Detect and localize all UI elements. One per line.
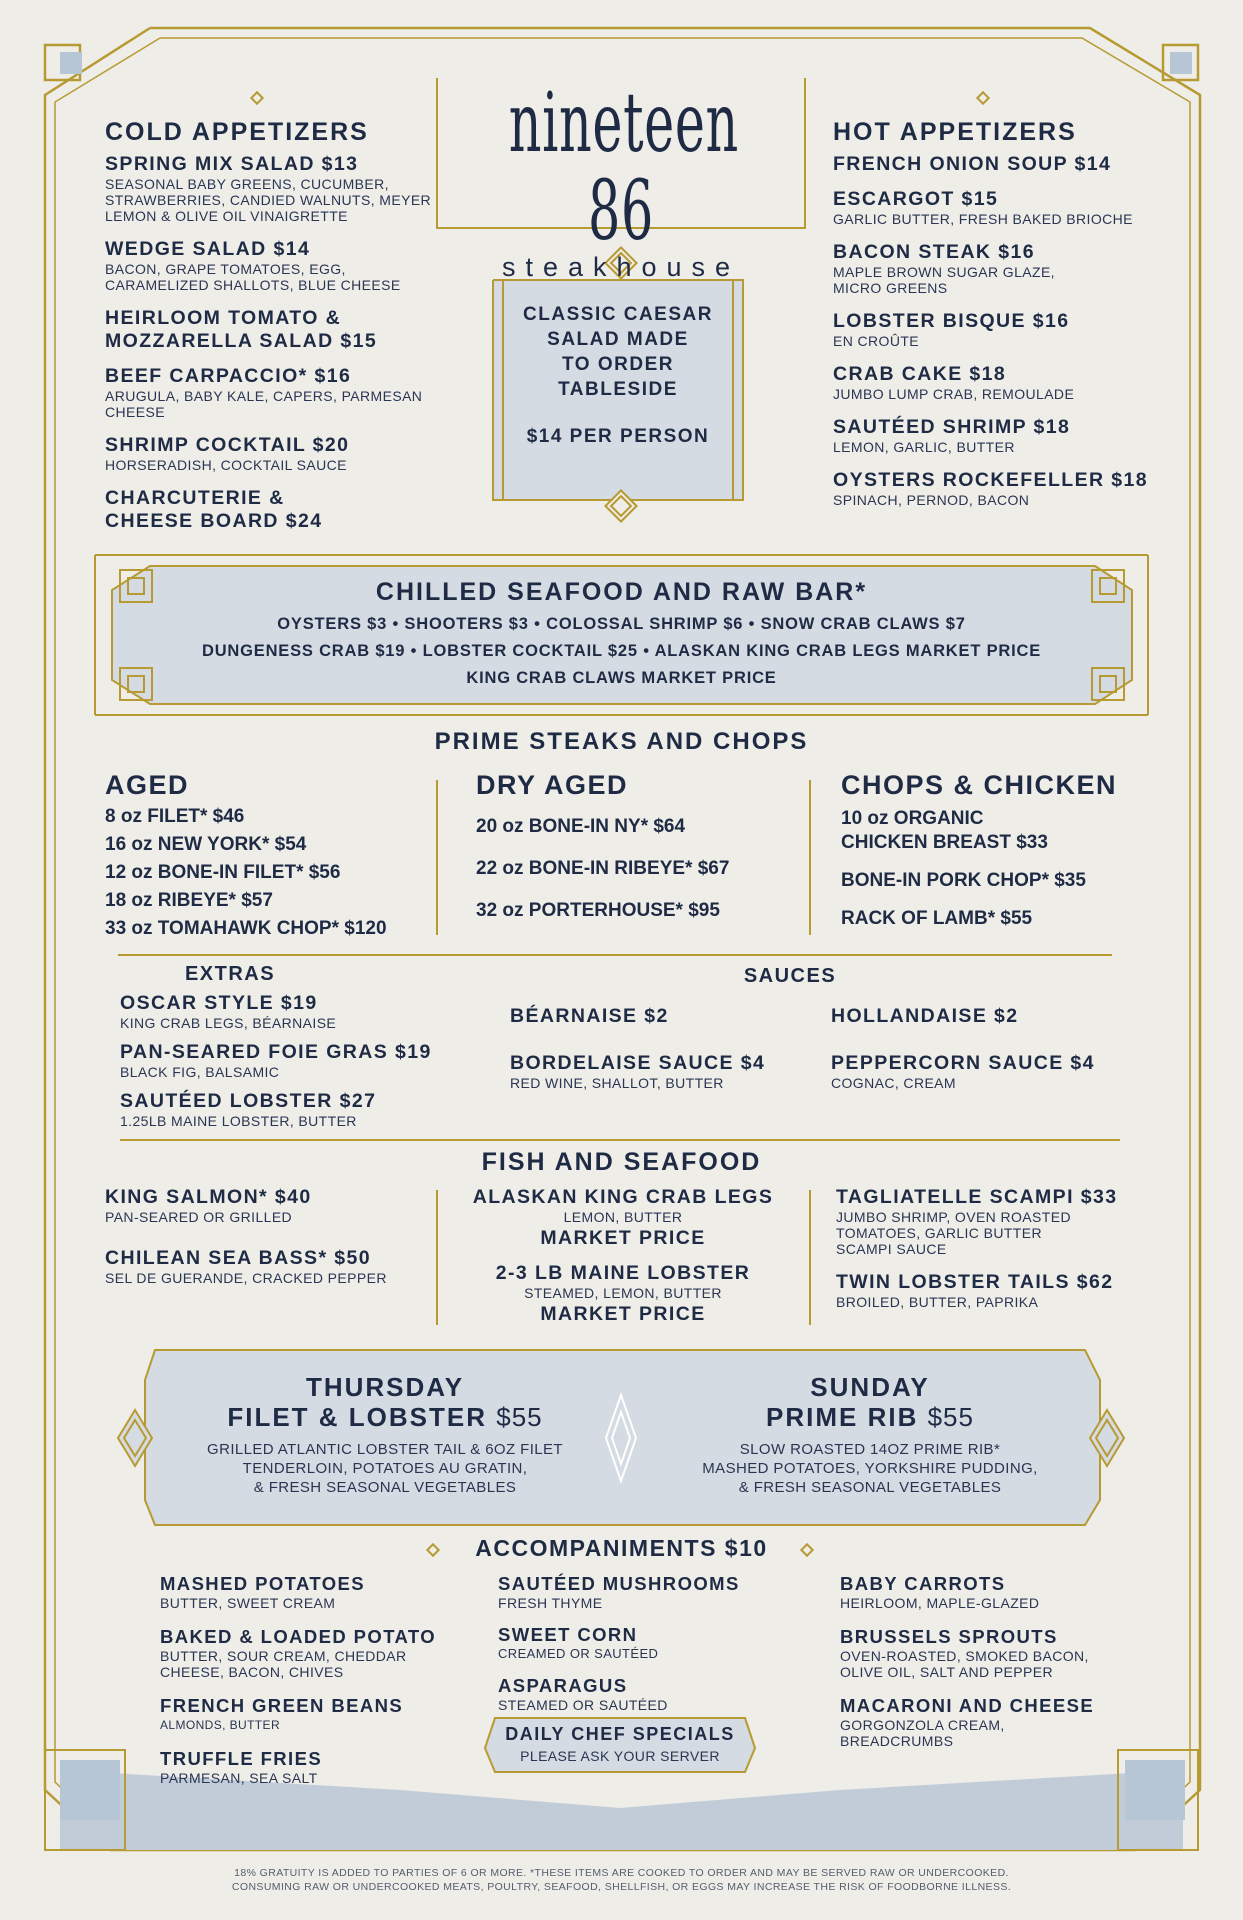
item-name: CRAB CAKE $18: [833, 363, 1007, 385]
list-item: [447, 1186, 799, 1250]
item-desc: JUMBO LUMP CRAB, REMOULADE: [833, 386, 1075, 402]
list-item: [160, 1625, 460, 1680]
list-item: [833, 188, 1183, 227]
item-name: TWIN LOBSTER TAILS $62: [836, 1271, 1114, 1293]
item-desc: BROILED, BUTTER, PAPRIKA: [836, 1294, 1039, 1310]
list-item: [836, 1271, 1176, 1310]
item-desc: SEL DE GUERANDE, CRACKED PEPPER: [105, 1270, 387, 1286]
special-desc: TENDERLOIN, POTATOES AU GRATIN,: [242, 1460, 528, 1477]
item-desc: STEAMED OR SAUTÉED: [498, 1697, 668, 1713]
item-desc: ARUGULA, BABY KALE, CAPERS, PARMESAN CHEESE: [105, 388, 423, 420]
fish-left: [105, 1186, 425, 1286]
item-desc: SEASONAL BABY GREENS, CUCUMBER, STRAWBERRIES, CANDIED WALNUTS, MEYER LEMON & OLIVE OIL VINAIGRETTE: [105, 176, 432, 224]
item-desc: BUTTER, SOUR CREAM, CHEDDAR CHEESE, BACON, CHIVES: [160, 1648, 407, 1680]
fish-right: [836, 1186, 1176, 1310]
item-desc: SPINACH, PERNOD, BACON: [833, 492, 1030, 508]
item-desc: OVEN-ROASTED, SMOKED BACON, OLIVE OIL, SALT AND PEPPER: [840, 1648, 1089, 1680]
steak-item: 16 oz NEW YORK* $54: [105, 834, 307, 855]
list-item: [105, 434, 435, 473]
item-price: MARKET PRICE: [540, 1303, 706, 1325]
item-name: HEIRLOOM TOMATO & MOZZARELLA SALAD $15: [105, 307, 378, 352]
special-name: FILET & LOBSTER: [227, 1402, 488, 1432]
raw-bar-title: CHILLED SEAFOOD AND RAW BAR*: [375, 578, 868, 606]
steak-item: 10 oz ORGANIC: [841, 808, 984, 829]
item-desc: JUMBO SHRIMP, OVEN ROASTED TOMATOES, GARLIC BUTTER SCAMPI SAUCE: [836, 1209, 1071, 1257]
list-item: [105, 365, 435, 420]
item-name: SAUTÉED LOBSTER $27: [120, 1090, 377, 1112]
item-name: MASHED POTATOES: [160, 1573, 365, 1594]
list-item: [498, 1674, 758, 1713]
steak-item: 12 oz BONE-IN FILET* $56: [105, 862, 341, 883]
item-name: 2-3 LB MAINE LOBSTER: [495, 1262, 751, 1284]
item-desc: MAPLE BROWN SUGAR GLAZE, MICRO GREENS: [833, 264, 1055, 296]
list-item: [160, 1694, 460, 1733]
steak-item: 18 oz RIBEYE* $57: [105, 890, 273, 911]
item-name: PAN-SEARED FOIE GRAS $19: [120, 1041, 432, 1063]
list-item: [831, 1052, 1151, 1091]
hot-title: HOT APPETIZERS: [833, 118, 1077, 146]
item-name: SAUTÉED MUSHROOMS: [498, 1573, 740, 1594]
item-name: CHILEAN SEA BASS* $50: [105, 1247, 371, 1269]
special-day: THURSDAY: [305, 1372, 465, 1402]
chops-column: [841, 770, 1171, 933]
footer-disclaimer: [40, 1866, 1203, 1894]
item-name: FRENCH ONION SOUP $14: [833, 153, 1112, 175]
list-item: [105, 153, 435, 224]
item-name: FRENCH GREEN BEANS: [160, 1695, 404, 1716]
item-name: ESCARGOT $15: [833, 188, 999, 210]
logo: [440, 76, 802, 283]
item-name: CHARCUTERIE & CHEESE BOARD $24: [105, 487, 323, 532]
special-name: PRIME RIB: [766, 1402, 919, 1432]
item-name: SWEET CORN: [498, 1624, 638, 1645]
acc-col-2: [498, 1572, 758, 1713]
item-name: ALASKAN KING CRAB LEGS: [472, 1186, 774, 1208]
steak-item: RACK OF LAMB* $55: [841, 908, 1033, 929]
item-name: MACARONI AND CHEESE: [840, 1695, 1095, 1716]
item-desc: HORSERADISH, COCKTAIL SAUCE: [105, 457, 347, 473]
item-name: HOLLANDAISE $2: [831, 1005, 1019, 1027]
chef-specials-sub: PLEASE ASK YOUR SERVER: [520, 1748, 720, 1764]
item-desc: EN CROÛTE: [833, 333, 920, 349]
list-item: [833, 469, 1183, 508]
item-desc: FRESH THYME: [498, 1595, 603, 1611]
steak-item: 22 oz BONE-IN RIBEYE* $67: [476, 858, 730, 879]
list-item: [833, 416, 1183, 455]
item-name: BÉARNAISE $2: [510, 1005, 669, 1027]
caesar-line: TABLESIDE: [558, 379, 678, 400]
list-item: [105, 238, 435, 293]
raw-bar-line: DUNGENESS CRAB $19 • LOBSTER COCKTAIL $25 • ALASKAN KING CRAB LEGS MARKET PRICE: [201, 642, 1042, 660]
cold-appetizers: [105, 118, 435, 533]
aged-column: [105, 770, 435, 943]
list-item: [833, 310, 1183, 349]
caesar-line: SALAD MADE: [547, 329, 689, 350]
list-item: [498, 1623, 758, 1662]
extras: [120, 963, 480, 1129]
item-name: SPRING MIX SALAD $13: [105, 153, 359, 175]
acc-col-3: [840, 1572, 1140, 1749]
list-item: [105, 1247, 425, 1286]
accompaniments-title: ACCOMPANIMENTS $10: [475, 1535, 768, 1561]
list-item: [120, 992, 480, 1031]
chops-title: CHOPS & CHICKEN: [841, 770, 1118, 800]
steak-item: 20 oz BONE-IN NY* $64: [476, 816, 686, 837]
item-desc: 1.25LB MAINE LOBSTER, BUTTER: [120, 1113, 357, 1129]
list-item: [447, 1262, 799, 1326]
special-desc: GRILLED ATLANTIC LOBSTER TAIL & 6OZ FILET: [207, 1441, 563, 1458]
item-name: KING SALMON* $40: [105, 1186, 312, 1208]
item-desc: BLACK FIG, BALSAMIC: [120, 1064, 280, 1080]
steaks-title: PRIME STEAKS AND CHOPS: [434, 728, 809, 755]
fish-mid: [447, 1186, 799, 1326]
aged-title: AGED: [105, 770, 190, 800]
item-desc: BACON, GRAPE TOMATOES, EGG, CARAMELIZED SHALLOTS, BLUE CHEESE: [105, 261, 401, 293]
item-name: BORDELAISE SAUCE $4: [510, 1052, 766, 1074]
list-item: [840, 1572, 1140, 1611]
extras-title: EXTRAS: [184, 963, 276, 985]
item-desc: GORGONZOLA CREAM, BREADCRUMBS: [840, 1717, 1005, 1749]
caesar-line: TO ORDER: [562, 354, 674, 375]
item-desc: PAN-SEARED OR GRILLED: [105, 1209, 293, 1225]
chef-specials: [490, 1724, 750, 1764]
list-item: [833, 153, 1183, 176]
list-item: [831, 1005, 1131, 1028]
list-item: [498, 1572, 758, 1611]
item-name: PEPPERCORN SAUCE $4: [831, 1052, 1095, 1074]
list-item: [160, 1747, 460, 1786]
caesar-line: CLASSIC CAESAR: [523, 304, 713, 325]
steak-item: 32 oz PORTERHOUSE* $95: [476, 900, 720, 921]
list-item: [833, 363, 1183, 402]
list-item: [160, 1572, 460, 1611]
footer-line: CONSUMING RAW OR UNDERCOOKED MEATS, POULTRY, SEAFOOD, SHELLFISH, OR EGGS MAY INCREASE THE RISK OF FOODBORNE ILLNESS.: [231, 1881, 1012, 1893]
item-name: OSCAR STYLE $19: [120, 992, 318, 1014]
item-name: SHRIMP COCKTAIL $20: [105, 434, 350, 456]
item-desc: RED WINE, SHALLOT, BUTTER: [510, 1075, 724, 1091]
item-desc: COGNAC, CREAM: [831, 1075, 956, 1091]
item-desc: CREAMED OR SAUTÉED: [498, 1646, 659, 1661]
fish-title: FISH AND SEAFOOD: [481, 1148, 762, 1176]
special-desc: & FRESH SEASONAL VEGETABLES: [253, 1479, 517, 1496]
item-desc: BUTTER, SWEET CREAM: [160, 1595, 336, 1611]
list-item: [510, 1005, 810, 1028]
special-desc: SLOW ROASTED 14OZ PRIME RIB*: [739, 1441, 1001, 1458]
item-desc: ALMONDS, BUTTER: [160, 1718, 281, 1732]
list-item: [510, 1052, 820, 1091]
brand-name: nineteen 86: [508, 76, 739, 259]
list-item: [833, 241, 1103, 296]
list-item: [840, 1625, 1140, 1680]
item-name: BABY CARROTS: [840, 1573, 1006, 1594]
special-desc: & FRESH SEASONAL VEGETABLES: [738, 1479, 1002, 1496]
hot-appetizers: [833, 118, 1183, 508]
special-day: SUNDAY: [810, 1372, 930, 1402]
item-name: TAGLIATELLE SCAMPI $33: [836, 1186, 1118, 1208]
dry-aged-column: [476, 770, 796, 925]
item-name: BACON STEAK $16: [833, 241, 1035, 263]
steak-item: BONE-IN PORK CHOP* $35: [841, 870, 1086, 891]
special-price: $55: [927, 1402, 974, 1432]
thursday-special: [180, 1372, 590, 1497]
item-desc: LEMON, GARLIC, BUTTER: [833, 439, 1015, 455]
item-name: BEEF CARPACCIO* $16: [105, 365, 352, 387]
steak-item: 33 oz TOMAHAWK CHOP* $120: [105, 918, 387, 939]
item-desc: KING CRAB LEGS, BÉARNAISE: [120, 1015, 337, 1031]
sunday-special: [665, 1372, 1075, 1497]
raw-bar: [150, 578, 1093, 692]
caesar-panel: [505, 302, 731, 449]
special-desc: MASHED POTATOES, YORKSHIRE PUDDING,: [702, 1460, 1038, 1477]
item-desc: STEAMED, LEMON, BUTTER: [524, 1285, 722, 1301]
item-name: LOBSTER BISQUE $16: [833, 310, 1070, 332]
list-item: [836, 1186, 1176, 1257]
item-desc: LEMON, BUTTER: [563, 1209, 683, 1225]
item-name: SAUTÉED SHRIMP $18: [833, 416, 1071, 438]
cold-title: COLD APPETIZERS: [105, 118, 369, 146]
steak-item: CHICKEN BREAST $33: [841, 832, 1048, 853]
list-item: [105, 487, 365, 533]
item-name: TRUFFLE FRIES: [160, 1748, 323, 1769]
sauces-title: SAUCES: [743, 965, 837, 987]
item-name: BRUSSELS SPROUTS: [840, 1626, 1058, 1647]
list-item: [105, 307, 425, 353]
list-item: [105, 1186, 425, 1225]
caesar-price: $14 PER PERSON: [526, 426, 710, 447]
brand-sub: steakhouse: [501, 252, 741, 282]
item-desc: PARMESAN, SEA SALT: [160, 1770, 318, 1786]
raw-bar-line: OYSTERS $3 • SHOOTERS $3 • COLOSSAL SHRIMP $6 • SNOW CRAB CLAWS $7: [277, 615, 966, 633]
steak-item: 8 oz FILET* $46: [105, 806, 245, 827]
item-desc: HEIRLOOM, MAPLE-GLAZED: [840, 1595, 1040, 1611]
item-name: OYSTERS ROCKEFELLER $18: [833, 469, 1149, 491]
raw-bar-line: KING CRAB CLAWS MARKET PRICE: [466, 669, 777, 687]
footer-line: 18% GRATUITY IS ADDED TO PARTIES OF 6 OR MORE. *THESE ITEMS ARE COOKED TO ORDER AND MAY BE SERVED RAW OR UNDERCOOKED.: [234, 1867, 1009, 1879]
item-price: MARKET PRICE: [540, 1227, 706, 1249]
item-name: ASPARAGUS: [498, 1675, 628, 1696]
item-name: BAKED & LOADED POTATO: [160, 1626, 437, 1647]
chef-specials-title: DAILY CHEF SPECIALS: [505, 1724, 735, 1744]
list-item: [120, 1041, 480, 1080]
list-item: [120, 1090, 480, 1129]
dry-aged-title: DRY AGED: [476, 770, 629, 800]
special-price: $55: [496, 1402, 543, 1432]
item-desc: GARLIC BUTTER, FRESH BAKED BRIOCHE: [833, 211, 1133, 227]
list-item: [840, 1694, 1140, 1749]
item-name: WEDGE SALAD $14: [105, 238, 311, 260]
acc-col-1: [160, 1572, 460, 1786]
